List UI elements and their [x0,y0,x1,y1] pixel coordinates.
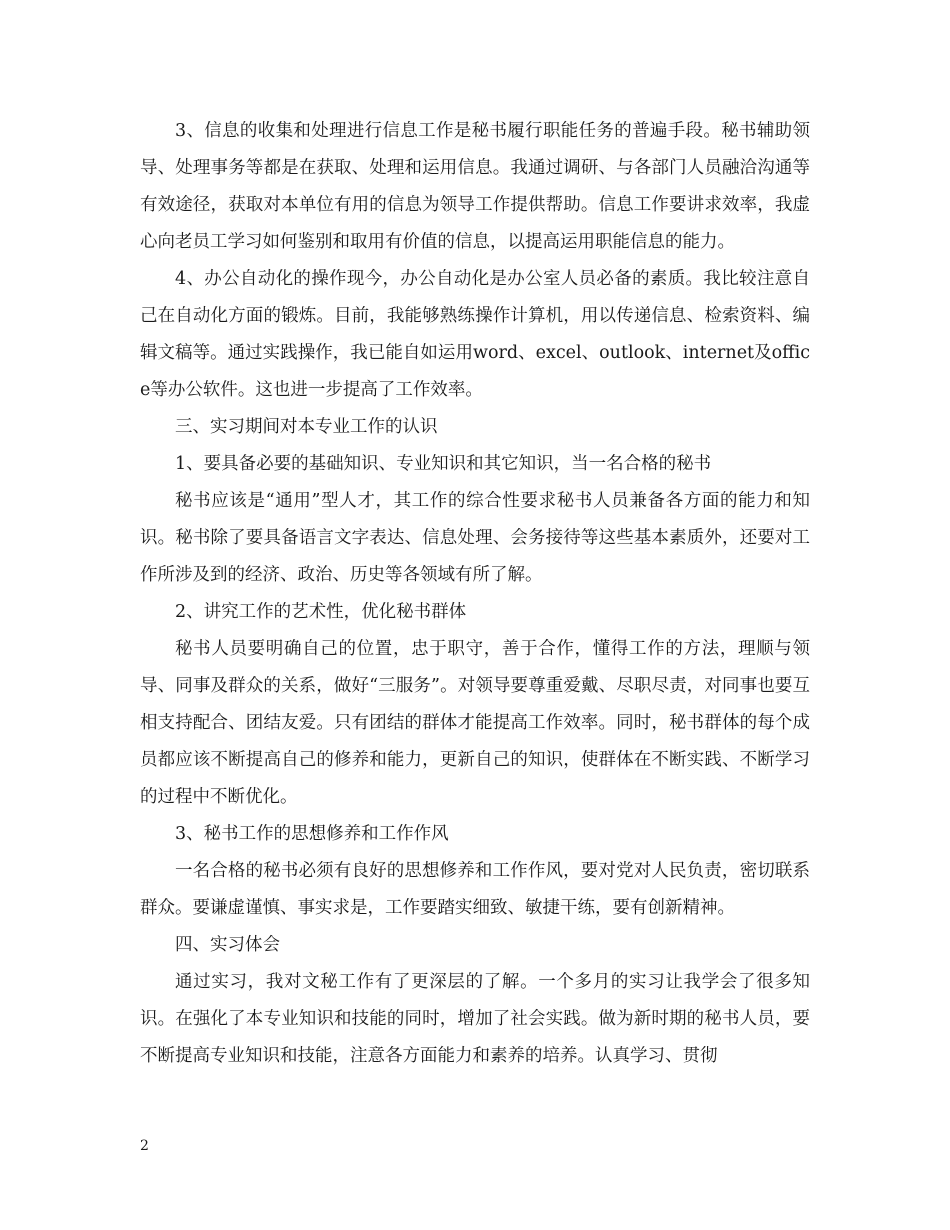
section-heading-4: 四、实习体会 [175,935,280,955]
subheading-artistry: 2、讲究工作的艺术性，优化秘书群体 [175,602,467,622]
paragraph-team-optimization: 秘书人员要明确自己的位置，忠于职守，善于合作，懂得工作的方法，理顺与领导、同事及群众的关系，做好“三服务”。对领导要尊重爱戴、尽职尽责，对同事也要互相支持配合、团结友爱。只有团结的群体才能提高工作效率。同时，秘书群体的每个成员都应该不断提高自己的修养和能力，更新自己的知识，使群体在不断实践、不断学习的过程中不断优化。 [140,639,810,807]
subheading-knowledge: 1、要具备必要的基础知识、专业知识和其它知识，当一名合格的秘书 [175,454,712,474]
paragraph-work-style: 一名合格的秘书必须有良好的思想修养和工作作风，要对党对人民负责，密切联系群众。要谦虚谨慎、事实求是，工作要踏实细致、敏捷干练，要有创新精神。 [140,861,810,918]
paragraph-internship-reflection: 通过实习，我对文秘工作有了更深层的了解。一个多月的实习让我学会了很多知识。在强化了本专业知识和技能的同时，增加了社会实践。做为新时期的秘书人员，要不断提高专业知识和技能，注意各方面能力和素养的培养。认真学习、贯彻 [140,972,810,1066]
paragraph-general-talent: 秘书应该是“通用”型人才，其工作的综合性要求秘书人员兼备各方面的能力和知识。秘书除了要具备语言文字表达、信息处理、会务接待等这些基本素质外，还要对工作所涉及到的经济、政治、历史等各领域有所了解。 [140,491,810,585]
document-page [140,113,810,1075]
subheading-ideology: 3、秘书工作的思想修养和工作作风 [175,824,449,844]
section-heading-3: 三、实习期间对本专业工作的认识 [175,417,438,437]
paragraph-info-collection: 3、信息的收集和处理进行信息工作是秘书履行职能任务的普遍手段。秘书辅助领导、处理事务等都是在获取、处理和运用信息。我通过调研、与各部门人员融洽沟通等有效途径，获取对本单位有用的信息为领导工作提供帮助。信息工作要讲求效率，我虚心向老员工学习如何鉴别和取用有价值的信息，以提高运用职能信息的能力。 [140,121,810,252]
page-number: 2 [140,1138,149,1154]
paragraph-office-automation: 4、办公自动化的操作现今，办公自动化是办公室人员必备的素质。我比较注意自己在自动化方面的锻炼。目前，我能够熟练操作计算机，用以传递信息、检索资料、编辑文稿等。通过实践操作，我已能自如运用word、excel、outlook、internet及office等办公软件。这也进一步提高了工作效率。 [140,269,810,400]
